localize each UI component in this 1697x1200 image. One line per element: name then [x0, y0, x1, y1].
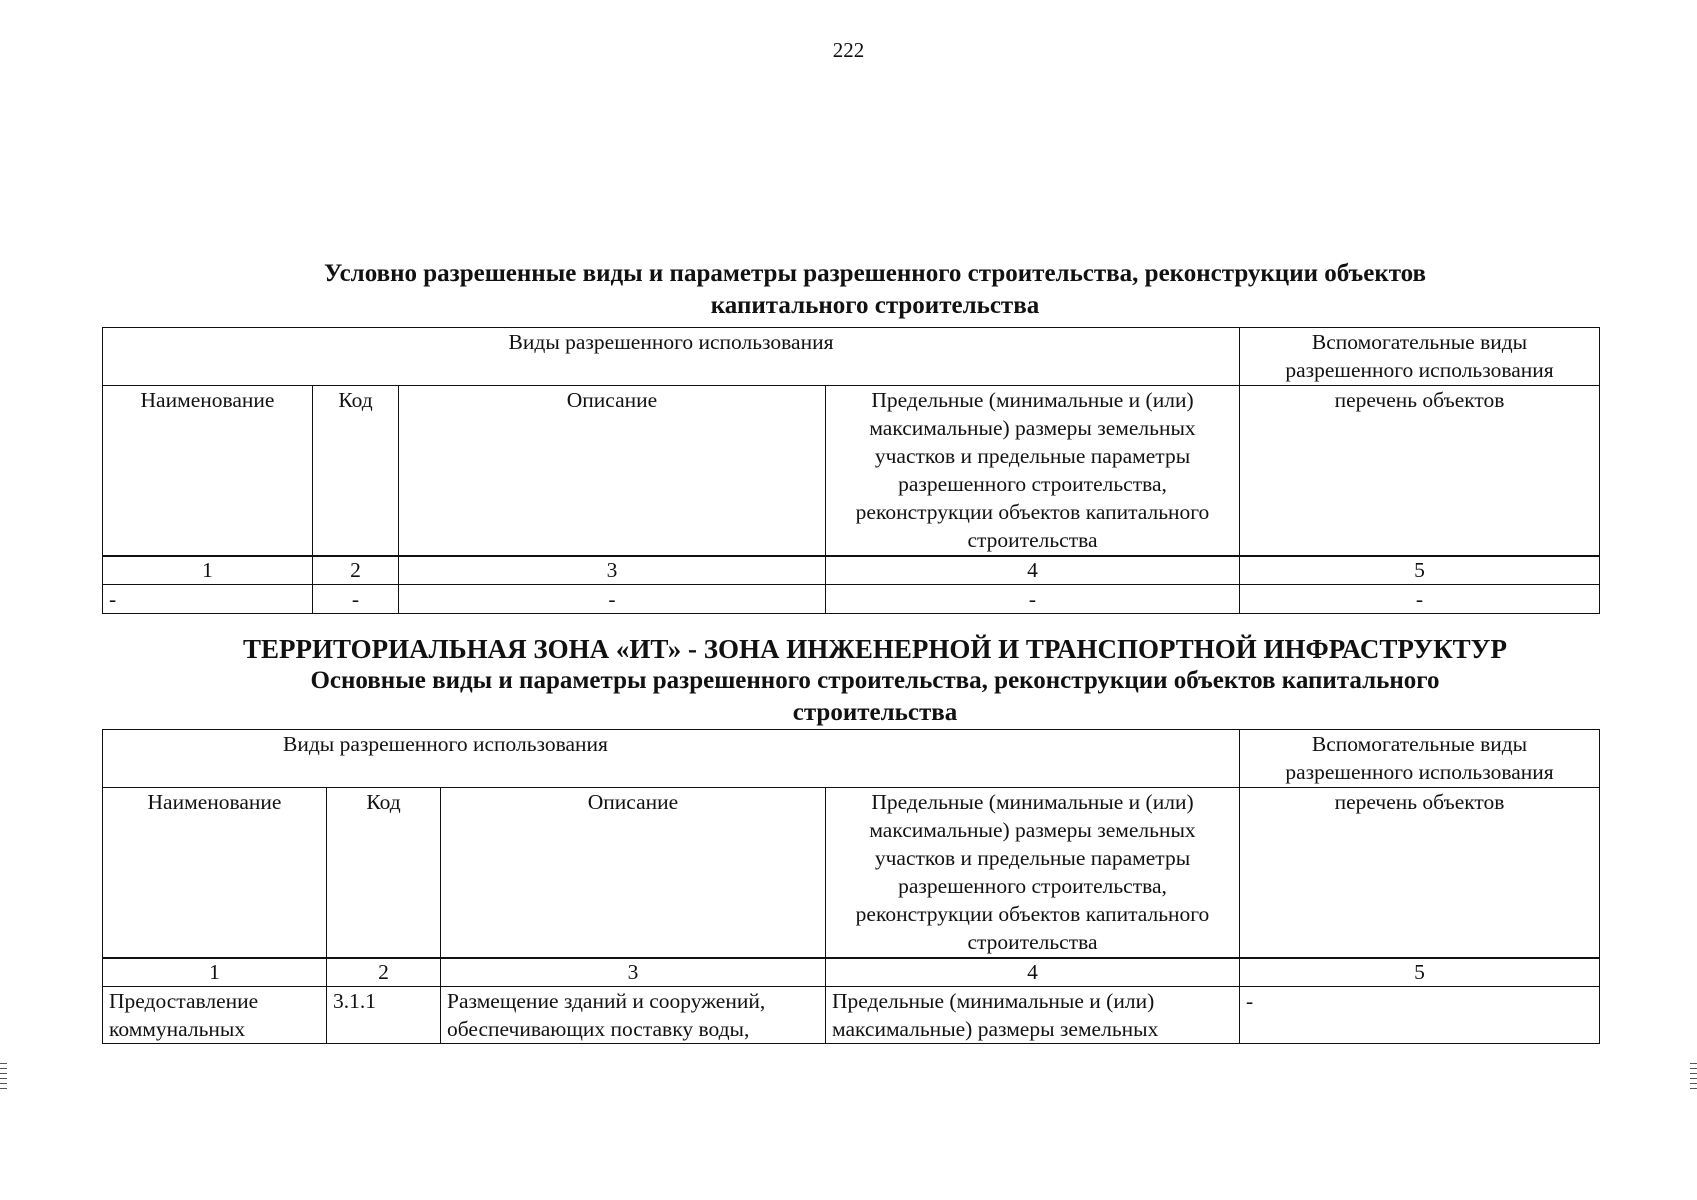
cell-name: -	[103, 584, 313, 613]
col-number: 3	[399, 556, 826, 585]
col-number: 4	[826, 556, 1240, 585]
col-number: 3	[441, 958, 826, 987]
col-header-code: Код	[313, 386, 399, 556]
col-number: 2	[327, 958, 441, 987]
column-number-row	[103, 958, 1600, 987]
col-number: 5	[1240, 958, 1600, 987]
cell-objects: -	[1240, 986, 1600, 1043]
cell-name: Предоставление коммунальных	[103, 986, 327, 1043]
cell-limits: Предельные (минимальные и (или) максимальные) размеры земельных	[826, 986, 1240, 1043]
right-crop-mark	[1690, 1063, 1697, 1091]
cell-objects: -	[1240, 584, 1600, 613]
section1-title-line1: Условно разрешенные виды и параметры разрешенного строительства, реконструкции объектов	[323, 260, 1427, 287]
col-header-description: Описание	[441, 788, 826, 958]
table-column-header-row	[103, 788, 1600, 958]
col-header-name: Наименование	[103, 788, 327, 958]
main-uses-table	[102, 729, 1600, 1044]
col-header-code: Код	[327, 788, 441, 958]
col-number: 2	[313, 556, 399, 585]
section1-title	[0, 258, 1697, 322]
conditional-uses-table	[102, 327, 1600, 614]
page-number: 222	[832, 38, 865, 62]
section1-title-line2: капитального строительства	[710, 292, 1040, 319]
group-header-aux: Вспомогательные виды разрешенного использования	[1240, 730, 1600, 788]
col-header-objects: перечень объектов	[1240, 788, 1600, 958]
col-header-limits: Предельные (минимальные и (или) максимальные) размеры земельных участков и предельные параметры разрешенного строительства, реконструкции объектов капитального строительства	[826, 386, 1240, 556]
group-header-main: Виды разрешенного использования	[103, 328, 1240, 386]
col-number: 1	[103, 556, 313, 585]
col-number: 5	[1240, 556, 1600, 585]
cell-description: -	[399, 584, 826, 613]
table-row	[103, 986, 1600, 1043]
table-group-header-row	[103, 730, 1600, 788]
cell-limits: -	[826, 584, 1240, 613]
group-header-aux: Вспомогательные виды разрешенного использования	[1240, 328, 1600, 386]
left-crop-mark	[0, 1063, 7, 1091]
section2-title	[0, 633, 1697, 729]
col-number: 1	[103, 958, 327, 987]
table-group-header-row	[103, 328, 1600, 386]
column-number-row	[103, 556, 1600, 585]
col-header-description: Описание	[399, 386, 826, 556]
group-header-main: Виды разрешенного использования	[103, 730, 1240, 788]
col-header-objects: перечень объектов	[1240, 386, 1600, 556]
col-header-name: Наименование	[103, 386, 313, 556]
col-number: 4	[826, 958, 1240, 987]
col-header-limits: Предельные (минимальные и (или) максимальные) размеры земельных участков и предельные параметры разрешенного строительства, реконструкции объектов капитального строительства	[826, 788, 1240, 958]
cell-code: -	[313, 584, 399, 613]
cell-code: 3.1.1	[327, 986, 441, 1043]
section2-subtitle-line1: Основные виды и параметры разрешенного строительства, реконструкции объектов капитального	[310, 667, 1440, 694]
cell-description: Размещение зданий и сооружений, обеспечивающих поставку воды,	[441, 986, 826, 1043]
section2-subtitle-line2: строительства	[792, 699, 958, 726]
table-row	[103, 584, 1600, 613]
table-column-header-row	[103, 386, 1600, 556]
zone-title: ТЕРРИТОРИАЛЬНАЯ ЗОНА «ИТ» - ЗОНА ИНЖЕНЕРНОЙ И ТРАНСПОРТНОЙ ИНФРАСТРУКТУР	[243, 634, 1507, 664]
